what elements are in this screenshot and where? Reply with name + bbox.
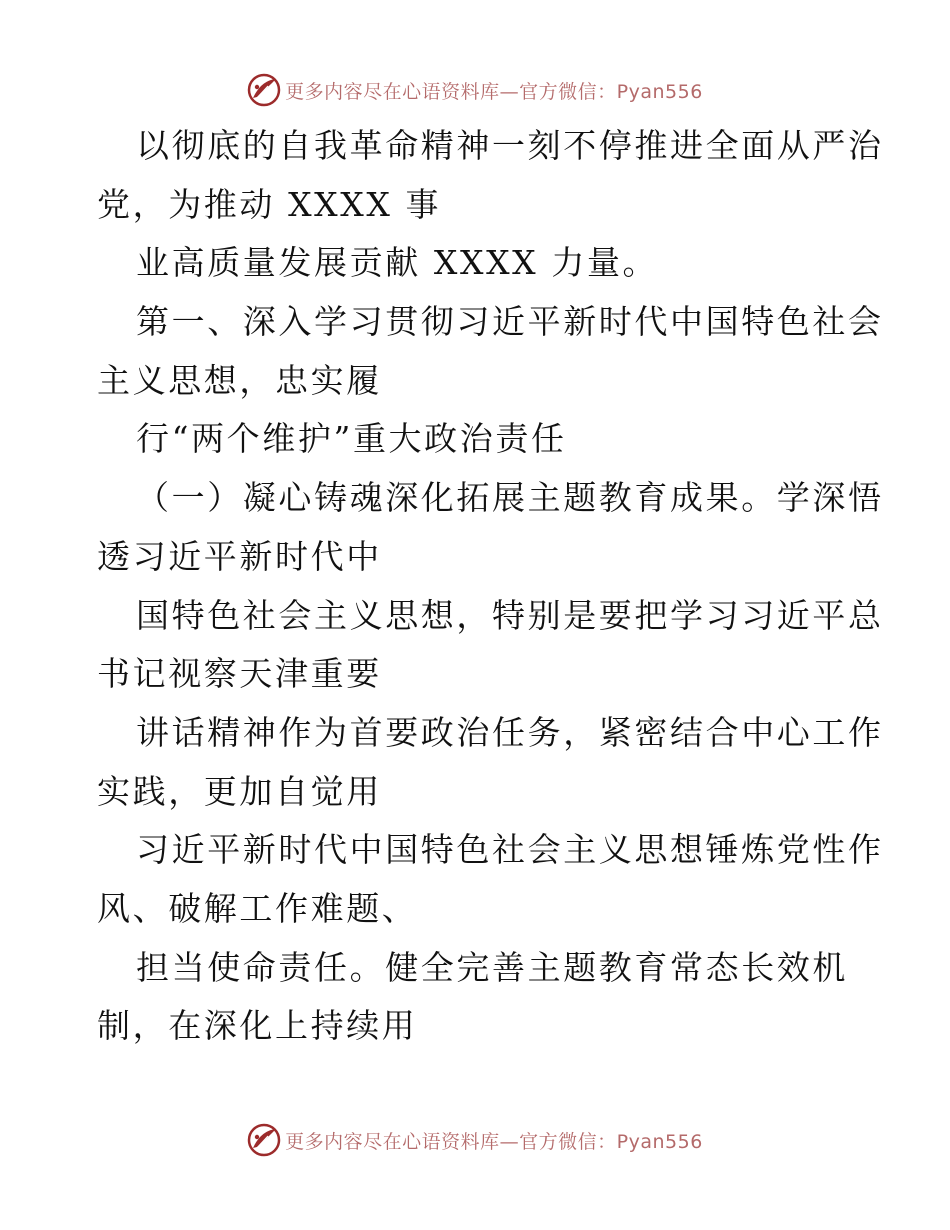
body-line: 第一、深入学习贯彻习近平新时代中国特色社会 [136, 302, 884, 342]
footer-banner-label: 更多内容尽在心语资料库—官方微信： [285, 1130, 617, 1153]
document-body [97, 117, 884, 1056]
footer-banner [0, 1120, 950, 1160]
body-line: 主义思想，忠实履 [97, 360, 382, 400]
body-line: 书记视察天津重要 [97, 654, 382, 694]
footer-banner-text [285, 1127, 703, 1154]
footer-wechat-id: Pyan556 [616, 1130, 703, 1153]
quill-logo-icon [247, 73, 281, 107]
body-line: 党，为推动 XXXX 事 [97, 184, 442, 224]
body-line: 担当使命责任。健全完善主题教育常态长效机 [136, 947, 848, 987]
header-banner-text [285, 77, 703, 104]
body-line: 以彻底的自我革命精神一刻不停推进全面从严治 [136, 126, 884, 165]
header-banner-label: 更多内容尽在心语资料库—官方微信： [285, 80, 617, 103]
body-line: 业高质量发展贡献 XXXX 力量。 [136, 243, 659, 283]
body-line: 习近平新时代中国特色社会主义思想锤炼党性作 [136, 830, 884, 870]
header-banner [0, 70, 950, 110]
header-wechat-id: Pyan556 [616, 80, 703, 103]
body-line: 讲话精神作为首要政治任务，紧密结合中心工作 [136, 712, 884, 752]
body-line: 行“两个维护”重大政治责任 [136, 419, 567, 459]
body-line: 制，在深化上持续用 [97, 1006, 418, 1046]
body-line: （一）凝心铸魂深化拓展主题教育成果。学深悟 [136, 478, 884, 518]
quill-logo-icon [247, 1123, 281, 1157]
body-line: 透习近平新时代中 [97, 536, 382, 576]
body-line: 风、破解工作难题、 [97, 888, 418, 928]
body-line: 国特色社会主义思想，特别是要把学习习近平总 [136, 595, 884, 635]
body-line: 实践，更加自觉用 [97, 771, 382, 811]
